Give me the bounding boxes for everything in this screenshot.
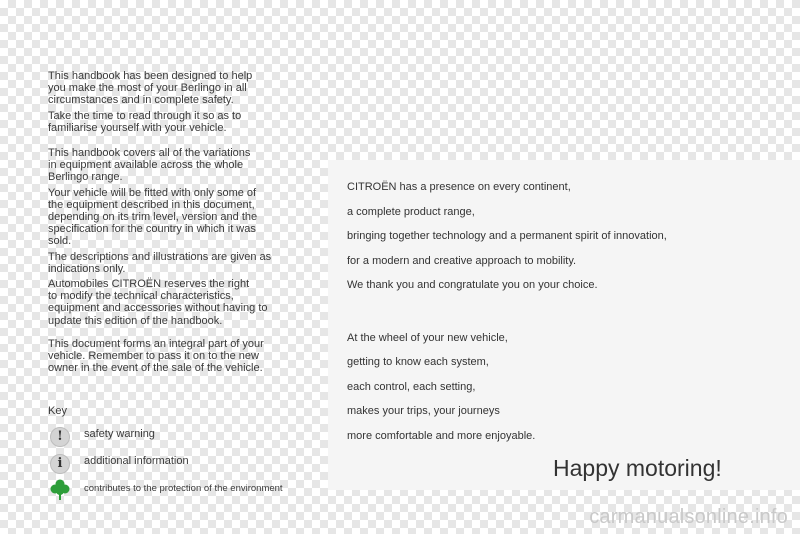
text-line: indications only. [48,262,126,275]
text-line: Automobiles CITROËN reserves the right [48,278,250,291]
message-line: bringing together technology and a permanent spirit of innovation, [347,230,667,242]
message-line: for a modern and creative approach to mobility. [347,255,577,267]
text-line: depending on its trim level, version and the [48,211,258,224]
text-line: equipment and accessories without having to [48,302,268,315]
key-item-environment [48,479,328,501]
rights-paragraph [48,278,318,327]
text-line: owner in the event of the sale of the vehicle. [48,362,263,375]
text-line: update this edition of the handbook. [48,314,223,327]
text-line: sold. [48,235,72,248]
intro-text-column [48,70,318,377]
text-line: This handbook has been designed to help [48,70,253,82]
intro-paragraph-1 [48,70,318,107]
watermark: carmanualsonline.info [589,506,788,528]
descriptions-paragraph [48,251,318,275]
info-icon: i [50,454,70,474]
message-line: each control, each setting, [347,381,476,393]
text-line: familiarise yourself with your vehicle. [48,121,227,134]
key-item-additional-information [48,454,328,476]
text-line: Your vehicle will be fitted with only some of [48,186,257,199]
closing-heading: Happy motoring! [553,455,722,481]
text-line: The descriptions and illustrations are given as [48,250,272,263]
text-line: vehicle. Remember to pass it on to the new [48,350,259,363]
coverage-paragraph [48,147,318,184]
text-line: This document forms an integral part of your [48,337,264,350]
text-line: specification for the country in which it was [48,223,256,236]
text-line: in equipment available across the whole [48,159,244,172]
text-line: the equipment described in this document, [48,198,255,211]
key-label: safety warning [84,428,155,440]
key-item-safety-warning [48,427,328,449]
text-line: circumstances and in complete safety. [48,94,234,107]
key-title: Key [48,405,67,417]
text-line: you make the most of your Berlingo in all [48,82,247,95]
key-label: contributes to the protection of the environment [84,483,283,494]
message-line: At the wheel of your new vehicle, [347,332,508,344]
text-line: Berlingo range. [48,171,123,184]
message-line: We thank you and congratulate you on your choice. [347,279,598,291]
message-line: CITROËN has a presence on every continent, [347,181,571,193]
text-line: This handbook covers all of the variations [48,147,251,160]
intro-paragraph-2 [48,110,318,134]
leaf-icon [50,479,70,501]
message-line: makes your trips, your journeys [347,405,500,417]
equipment-paragraph [48,187,318,248]
key-label: additional information [84,455,189,467]
warning-icon: ! [50,427,70,447]
handover-paragraph [48,338,318,375]
message-line: more comfortable and more enjoyable. [347,430,536,442]
message-line: getting to know each system, [347,356,489,368]
text-line: to modify the technical characteristics, [48,290,234,303]
text-line: Take the time to read through it so as to [48,109,242,122]
message-line: a complete product range, [347,206,475,218]
